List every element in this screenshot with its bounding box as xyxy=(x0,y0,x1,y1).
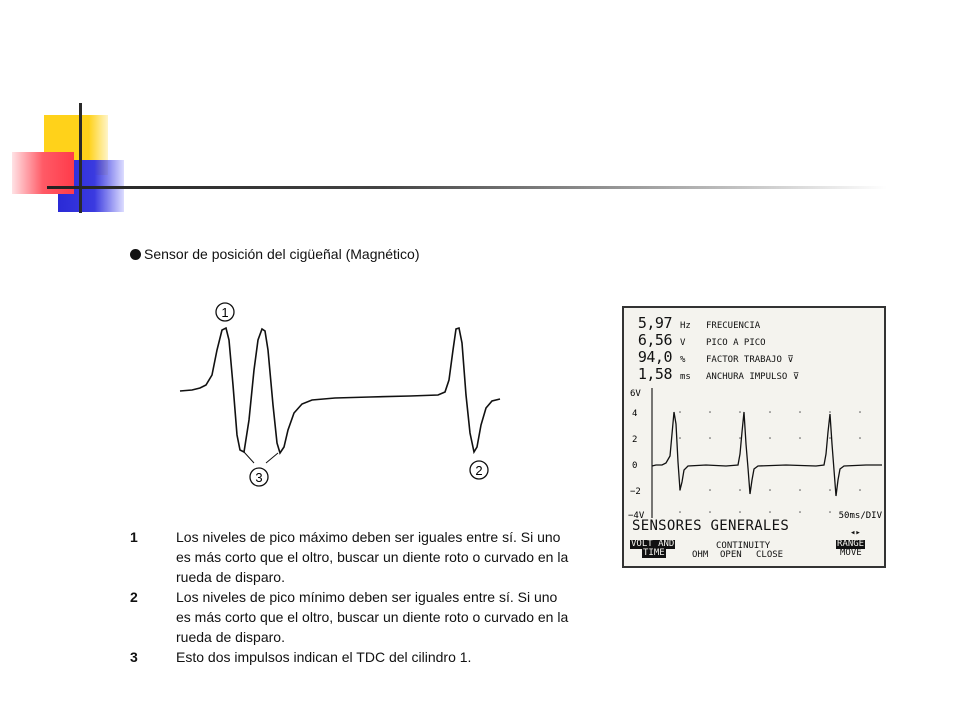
reading-unit: % xyxy=(680,355,686,365)
reading-value: 5,97 xyxy=(637,314,672,332)
scope-plot xyxy=(626,384,884,520)
bullet-icon xyxy=(130,249,141,260)
reading-row xyxy=(630,348,880,365)
reading-label: FACTOR TRABAJO ⊽ xyxy=(706,355,794,365)
waveform-trace xyxy=(180,328,500,453)
softkey-volt-and[interactable]: VOLT AND xyxy=(631,539,675,549)
note-item xyxy=(130,647,570,667)
softkey-move[interactable]: MOVE xyxy=(840,548,862,558)
reading-value: 1,58 xyxy=(637,365,672,383)
scope-y-label: −4V xyxy=(628,511,645,520)
scope-timebase: 50ms/DIV xyxy=(838,511,882,520)
note-item xyxy=(130,527,570,587)
marker-2-label: 2 xyxy=(475,463,483,478)
reading-value: 6,56 xyxy=(637,331,672,349)
oscilloscope-screen xyxy=(622,306,886,568)
scope-y-label: 0 xyxy=(632,461,638,471)
softkey-open[interactable]: OPEN xyxy=(720,550,742,560)
marker-3-leader-right xyxy=(266,453,278,463)
scope-trace xyxy=(652,412,882,496)
softkey-range[interactable]: RANGE xyxy=(837,539,865,549)
section-heading xyxy=(130,246,420,262)
note-text: Los niveles de pico máximo deben ser iguales entre sí. Si uno es más corto que el oltro, buscar un diente roto o curvado en la rueda de disparo. xyxy=(176,529,569,585)
reading-unit: ms xyxy=(680,372,691,382)
reading-label: ANCHURA IMPULSO ⊽ xyxy=(706,372,800,382)
decor-horizontal-line xyxy=(47,186,887,189)
reading-unit: V xyxy=(680,338,686,348)
softkey-time[interactable]: TIME xyxy=(643,548,665,558)
reading-label: FRECUENCIA xyxy=(706,321,761,331)
note-text: Esto dos impulsos indican el TDC del cilindro 1. xyxy=(176,649,472,665)
scope-y-label: 6V xyxy=(630,389,641,399)
reading-row xyxy=(630,314,880,331)
scope-mode-title: SENSORES GENERALES xyxy=(632,518,790,534)
decor-vertical-line xyxy=(79,103,82,213)
scope-y-label: 4 xyxy=(632,409,638,419)
scope-softkeys xyxy=(628,540,882,564)
note-item xyxy=(130,587,570,647)
note-number: 1 xyxy=(130,529,138,545)
marker-3 xyxy=(250,468,268,486)
marker-3-label: 3 xyxy=(255,470,263,485)
note-number: 2 xyxy=(130,589,138,605)
reading-row xyxy=(630,331,880,348)
softkey-ohm[interactable]: OHM xyxy=(692,550,709,560)
reading-label: PICO A PICO xyxy=(706,338,766,348)
marker-1-label: 1 xyxy=(221,305,229,320)
reading-value: 94,0 xyxy=(637,348,672,366)
heading-text: Sensor de posición del cigüeñal (Magnético) xyxy=(144,246,420,262)
note-text: Los niveles de pico mínimo deben ser iguales entre sí. Si uno es más corto que el oltro, buscar un diente roto o curvado en la rueda de disparo. xyxy=(176,589,569,645)
note-number: 3 xyxy=(130,649,138,665)
marker-1 xyxy=(216,303,234,321)
scope-y-label: −2 xyxy=(630,487,641,497)
softkey-close[interactable]: CLOSE xyxy=(756,550,784,560)
reading-row xyxy=(630,365,880,382)
marker-2 xyxy=(470,461,488,479)
scope-y-label: 2 xyxy=(632,435,638,445)
reading-unit: Hz xyxy=(680,321,691,331)
crankshaft-waveform-diagram xyxy=(170,295,520,495)
softkey-continuity[interactable]: CONTINUITY xyxy=(716,541,771,551)
marker-3-leader-left xyxy=(244,452,254,463)
notes-list xyxy=(130,527,570,667)
scope-readings xyxy=(630,314,880,382)
arrow-keys-icon: ◂▸ xyxy=(850,528,861,538)
